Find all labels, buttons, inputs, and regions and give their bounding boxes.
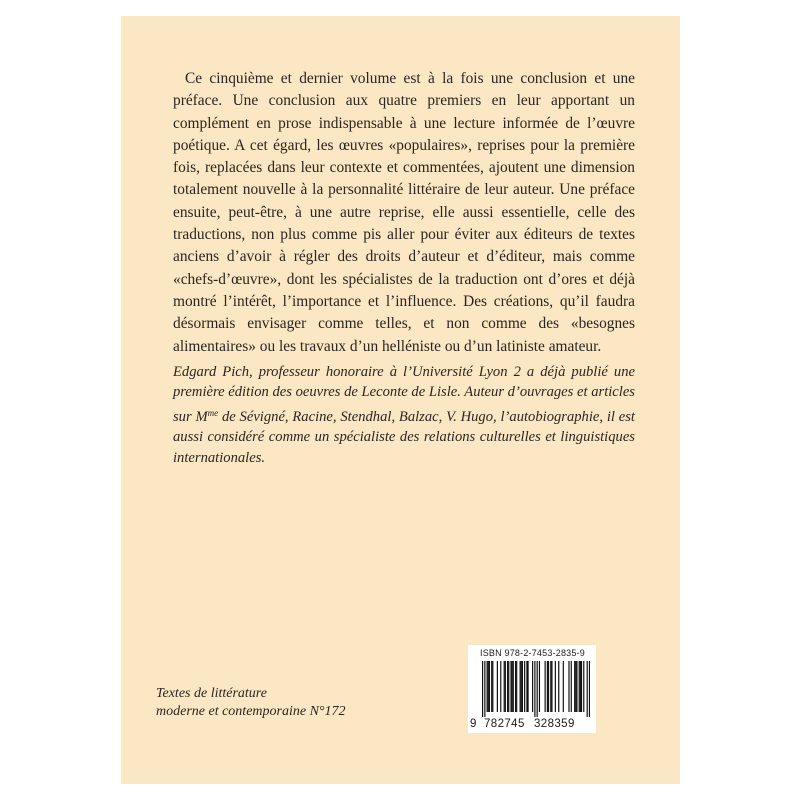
barcode-bars bbox=[482, 661, 590, 717]
barcode-bar bbox=[516, 661, 517, 712]
author-bio-part2: de Sévigné, Racine, Stendhal, Balzac, V. Hugo, l’autobiographie, il est aussi considéré comme un spécialiste des relations culturelles et linguistiques internationales. bbox=[173, 408, 635, 466]
barcode-bar bbox=[555, 661, 556, 712]
barcode-bar bbox=[580, 661, 581, 712]
barcode-bar bbox=[571, 661, 572, 712]
barcode-bar bbox=[548, 661, 549, 712]
barcode-bar bbox=[510, 661, 511, 712]
barcode-bar bbox=[487, 661, 488, 712]
barcode-bar bbox=[521, 661, 522, 712]
barcode-bar bbox=[489, 661, 490, 712]
ean-first-digit: 9 bbox=[470, 718, 477, 730]
barcode-bar bbox=[524, 661, 525, 712]
barcode-bar bbox=[492, 661, 493, 712]
barcode-bar bbox=[508, 661, 509, 712]
barcode-bar bbox=[527, 661, 528, 712]
barcode-bar bbox=[576, 661, 577, 712]
author-bio bbox=[173, 362, 635, 468]
barcode-bar bbox=[568, 661, 569, 712]
barcode-bar bbox=[515, 661, 516, 712]
barcode-bar bbox=[532, 661, 533, 712]
barcode-bar bbox=[589, 661, 590, 717]
series-line-1: Textes de littérature bbox=[156, 686, 267, 701]
barcode-bar bbox=[488, 661, 489, 712]
barcode-bar bbox=[550, 661, 551, 712]
barcode-bar bbox=[563, 661, 564, 712]
barcode-bar bbox=[587, 661, 588, 717]
barcode-bar bbox=[581, 661, 582, 712]
blurb-paragraph: Ce cinquième et dernier volume est à la fois une conclusion et une préface. Une conclusion aux quatre premiers en leur apportant un complément en prose indispensable à une lecture informée de l’œuvre poétique. A cet égard, les œuvres «populaires», reprises pour la première fois, replacées dans leur contexte et commentées, ajoutent une dimension totalement nouvelle à la personnalité littéraire de leur auteur. Une préface ensuite, peut-être, à une autre reprise, elle aussi essentielle, celle des traductions, non plus comme pis aller pour éviter aux éditeurs de textes anciens d’avoir à régler des droits d’auteur et d’éditeur, mais comme «chefs-d’œuvre», dont les spécialistes de la traduction ont d’ores et déjà montré l’intérêt, l’importance et l’influence. Des créations, qu’il faudra désormais envisager comme telles, et non comme des «besognes alimentaires» ou les travaux d’un helléniste ou d’un latiniste amateur. bbox=[173, 70, 635, 355]
barcode-bar bbox=[491, 661, 492, 712]
barcode-bar bbox=[500, 661, 501, 712]
barcode-bar bbox=[504, 661, 505, 712]
barcode-bar bbox=[497, 661, 498, 712]
barcode-bar bbox=[547, 661, 548, 712]
barcode-bar bbox=[574, 661, 575, 712]
barcode-bar bbox=[513, 661, 514, 712]
ean-right-group: 328359 bbox=[534, 718, 575, 730]
barcode-bar bbox=[558, 661, 559, 712]
barcode-bar bbox=[575, 661, 576, 712]
barcode-bar bbox=[507, 661, 508, 712]
barcode-bar bbox=[583, 661, 584, 712]
author-bio-superscript: me bbox=[207, 407, 219, 418]
series-line-2: moderne et contemporaine N°172 bbox=[156, 704, 346, 719]
isbn-label: ISBN 978-2-7453-2835-9 bbox=[480, 648, 585, 658]
barcode-bar bbox=[534, 661, 535, 717]
barcode-bar bbox=[537, 661, 538, 717]
barcode-bar bbox=[579, 661, 580, 712]
author-bio-part1: Edgard Pich, professeur honoraire à l’Université Lyon 2 a déjà publié une première édition des oeuvres de Leconte de Lisle. Auteur d’ouvrages et articles sur M bbox=[173, 364, 635, 425]
barcode-bar bbox=[551, 661, 552, 712]
barcode-bar bbox=[512, 661, 513, 712]
barcode-bar bbox=[522, 661, 523, 712]
barcode-bar bbox=[539, 661, 540, 712]
barcode-bar bbox=[482, 661, 483, 717]
barcode-bar bbox=[526, 661, 527, 712]
barcode-bar bbox=[545, 661, 546, 712]
barcode-bar bbox=[484, 661, 485, 717]
barcode-bar bbox=[520, 661, 521, 712]
barcode-bar bbox=[505, 661, 506, 712]
series-info bbox=[156, 685, 346, 721]
ean-left-group: 782745 bbox=[484, 718, 525, 730]
